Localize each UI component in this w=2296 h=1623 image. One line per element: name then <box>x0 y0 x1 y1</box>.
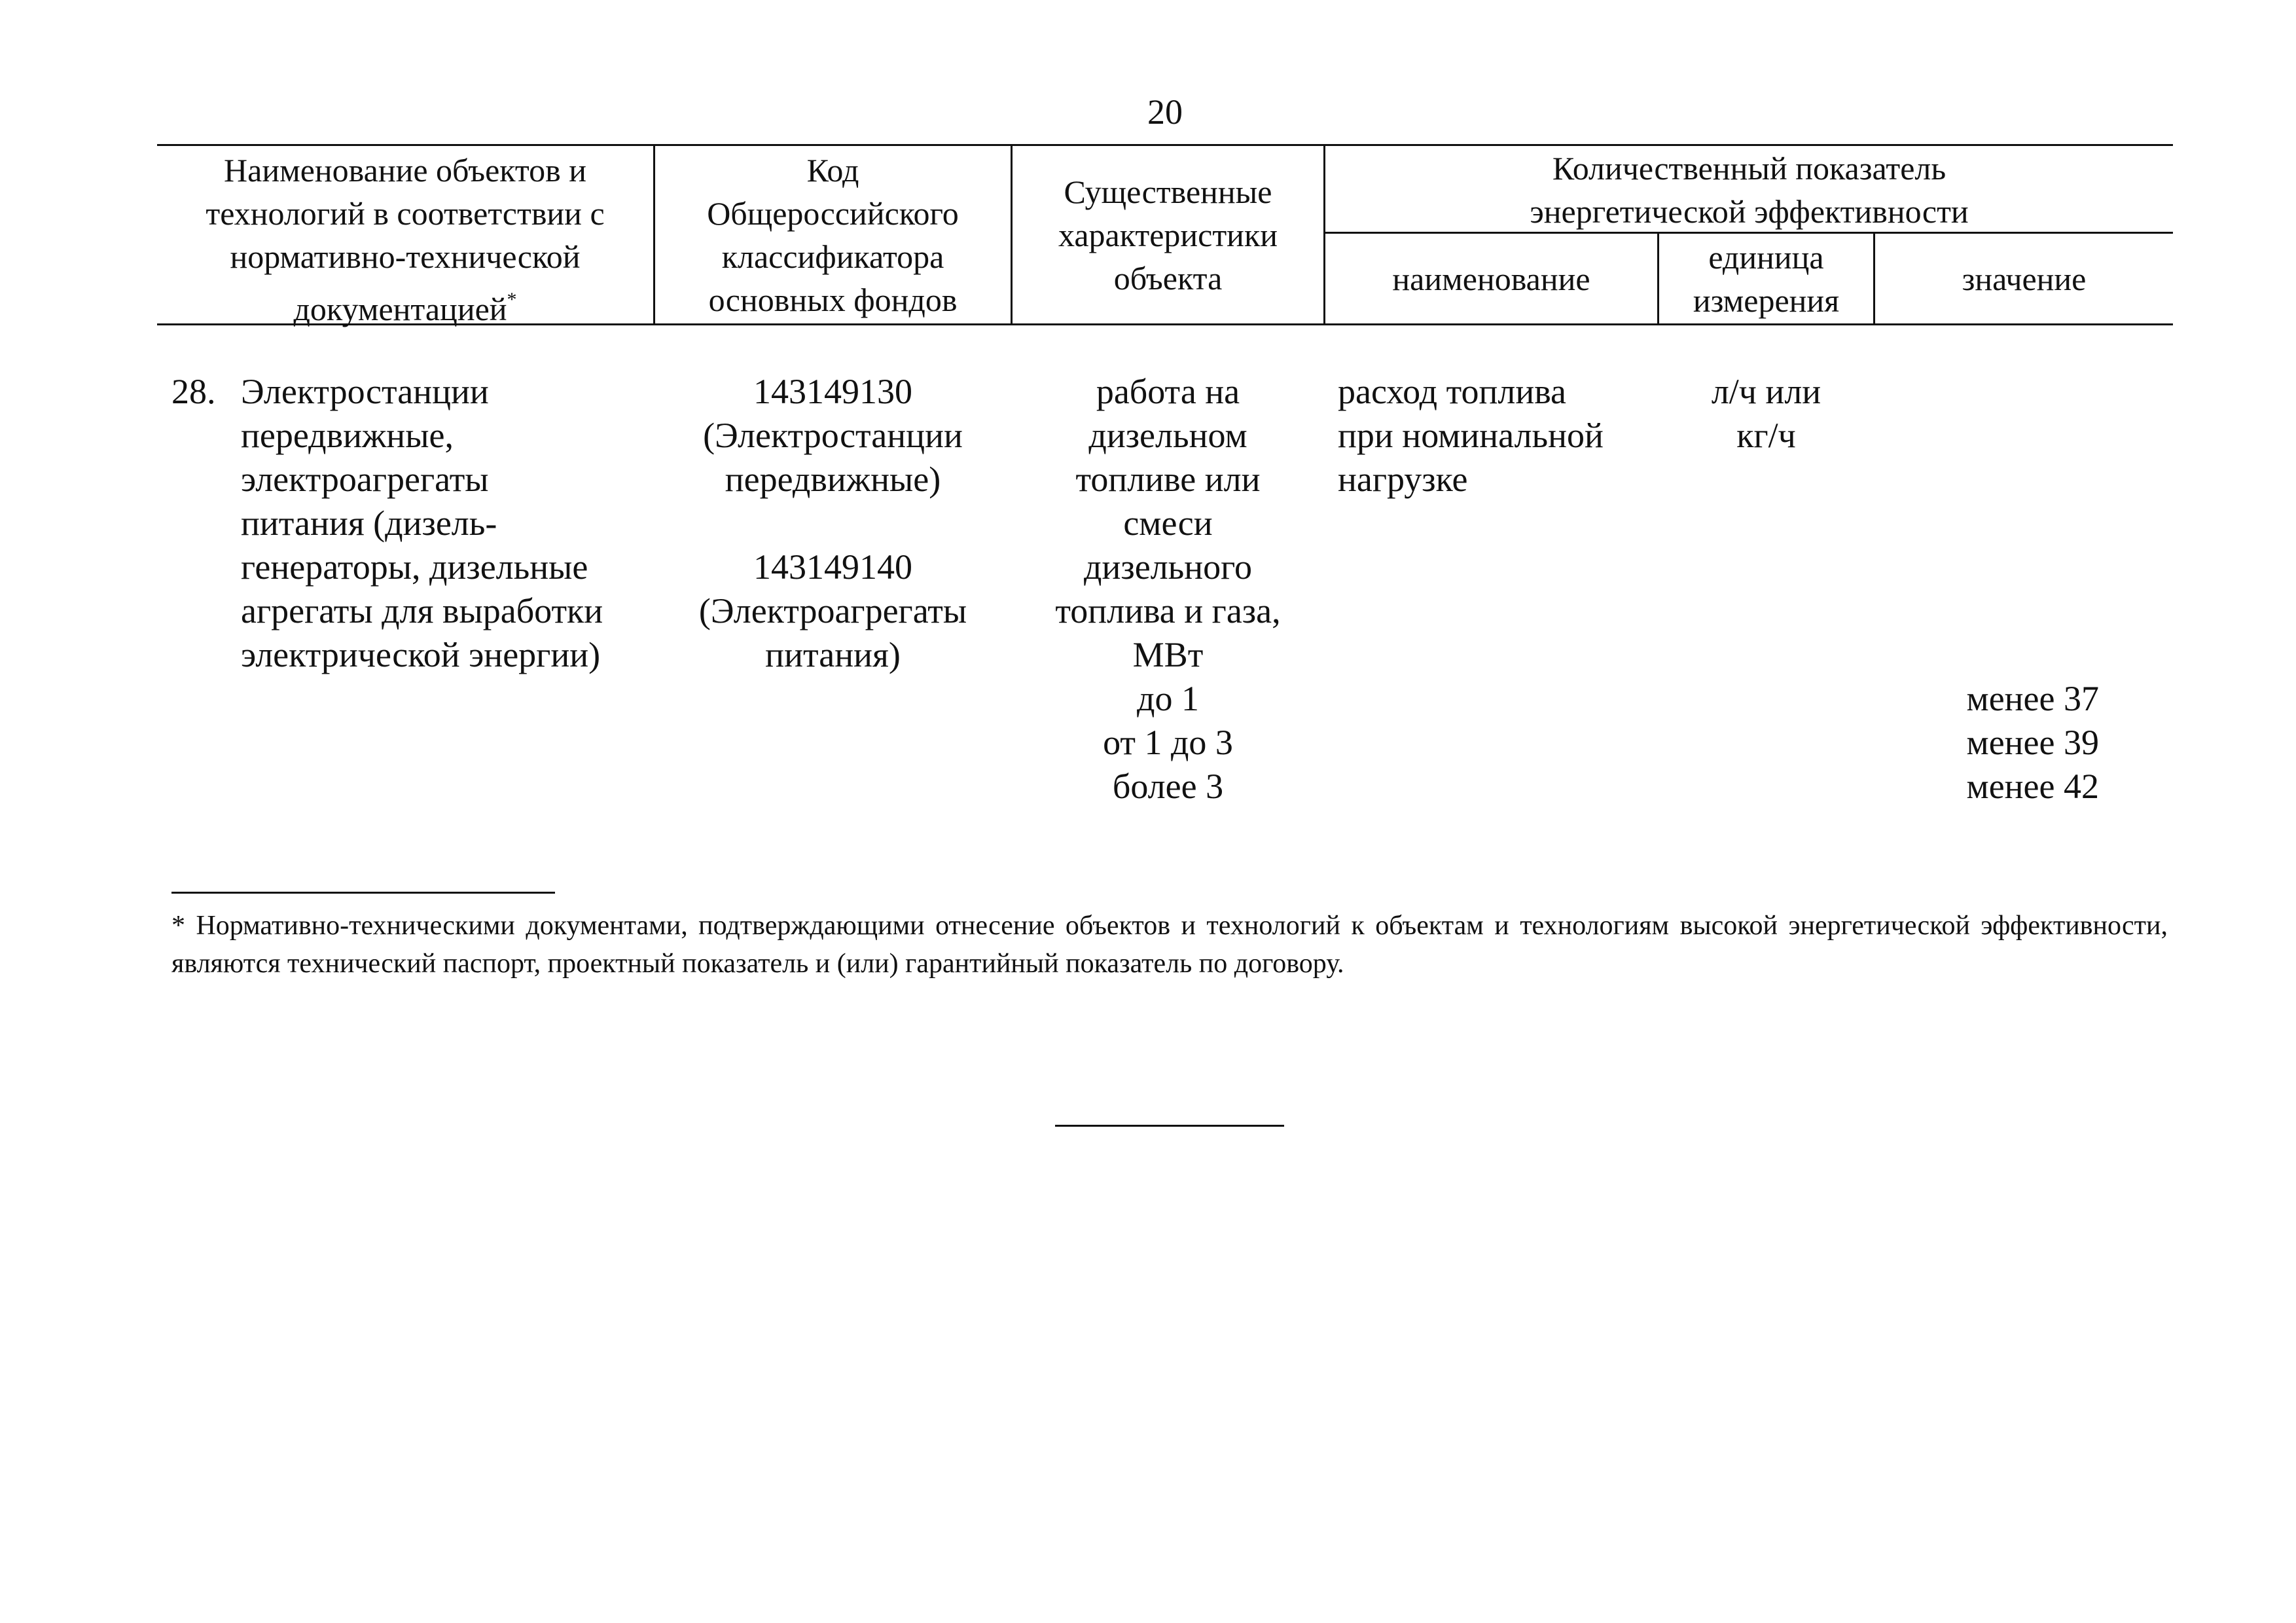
table-top-rule <box>157 144 2173 146</box>
value-2: менее 39 <box>1966 723 2099 762</box>
object-characteristics: работа на дизельном топливе или смеси дизельного топлива и газа, МВт до 1 от 1 до 3 более 3 <box>1013 370 1323 809</box>
footnote-mark: * <box>507 289 517 310</box>
range-3: более 3 <box>1112 767 1224 806</box>
value-3: менее 42 <box>1966 767 2099 806</box>
subheader-value: значение <box>1962 261 2087 297</box>
subheader-name: наименование <box>1392 261 1590 297</box>
end-of-document-rule <box>1055 1125 1284 1127</box>
value-1: менее 37 <box>1966 679 2099 718</box>
header-object-name: Наименование объектов и технологий в соответствии с нормативно-технической документацией* <box>206 152 605 327</box>
row-number: 28. <box>171 372 216 411</box>
page-number: 20 <box>1147 92 1183 132</box>
indicator-values <box>1875 677 2099 809</box>
range-2: от 1 до 3 <box>1103 723 1233 762</box>
range-1: до 1 <box>1137 679 1199 718</box>
header-code: Код Общероссийского классификатора основных фондов <box>707 152 959 318</box>
footnote-text: * Нормативно-техническими документами, подтверждающими отнесение объектов и технологий к объектам и технологиям высокой энергетической эффективности, являются технический паспорт, проектный показатель и (или) гарантийный показатель по договору. <box>171 911 2168 979</box>
subheader-unit: единица измерения <box>1693 239 1840 319</box>
okof-code-1: 143149130 (Электростанции передвижные) <box>703 372 963 499</box>
footnote-separator <box>171 892 555 894</box>
indicator-name: расход топлива при номинальной нагрузке <box>1338 372 1604 499</box>
unit-of-measure: л/ч или кг/ч <box>1711 372 1821 455</box>
header-indicator: Количественный показатель энергетической эффективности <box>1530 150 1969 230</box>
header-characteristics: Существенные характеристики объекта <box>1058 173 1278 297</box>
object-name: Электростанции передвижные, электроагрегаты питания (дизель- генераторы, дизельные агрегаты для выработки электрической энергии) <box>241 372 603 674</box>
okof-code-2: 143149140 (Электроагрегаты питания) <box>698 547 967 674</box>
